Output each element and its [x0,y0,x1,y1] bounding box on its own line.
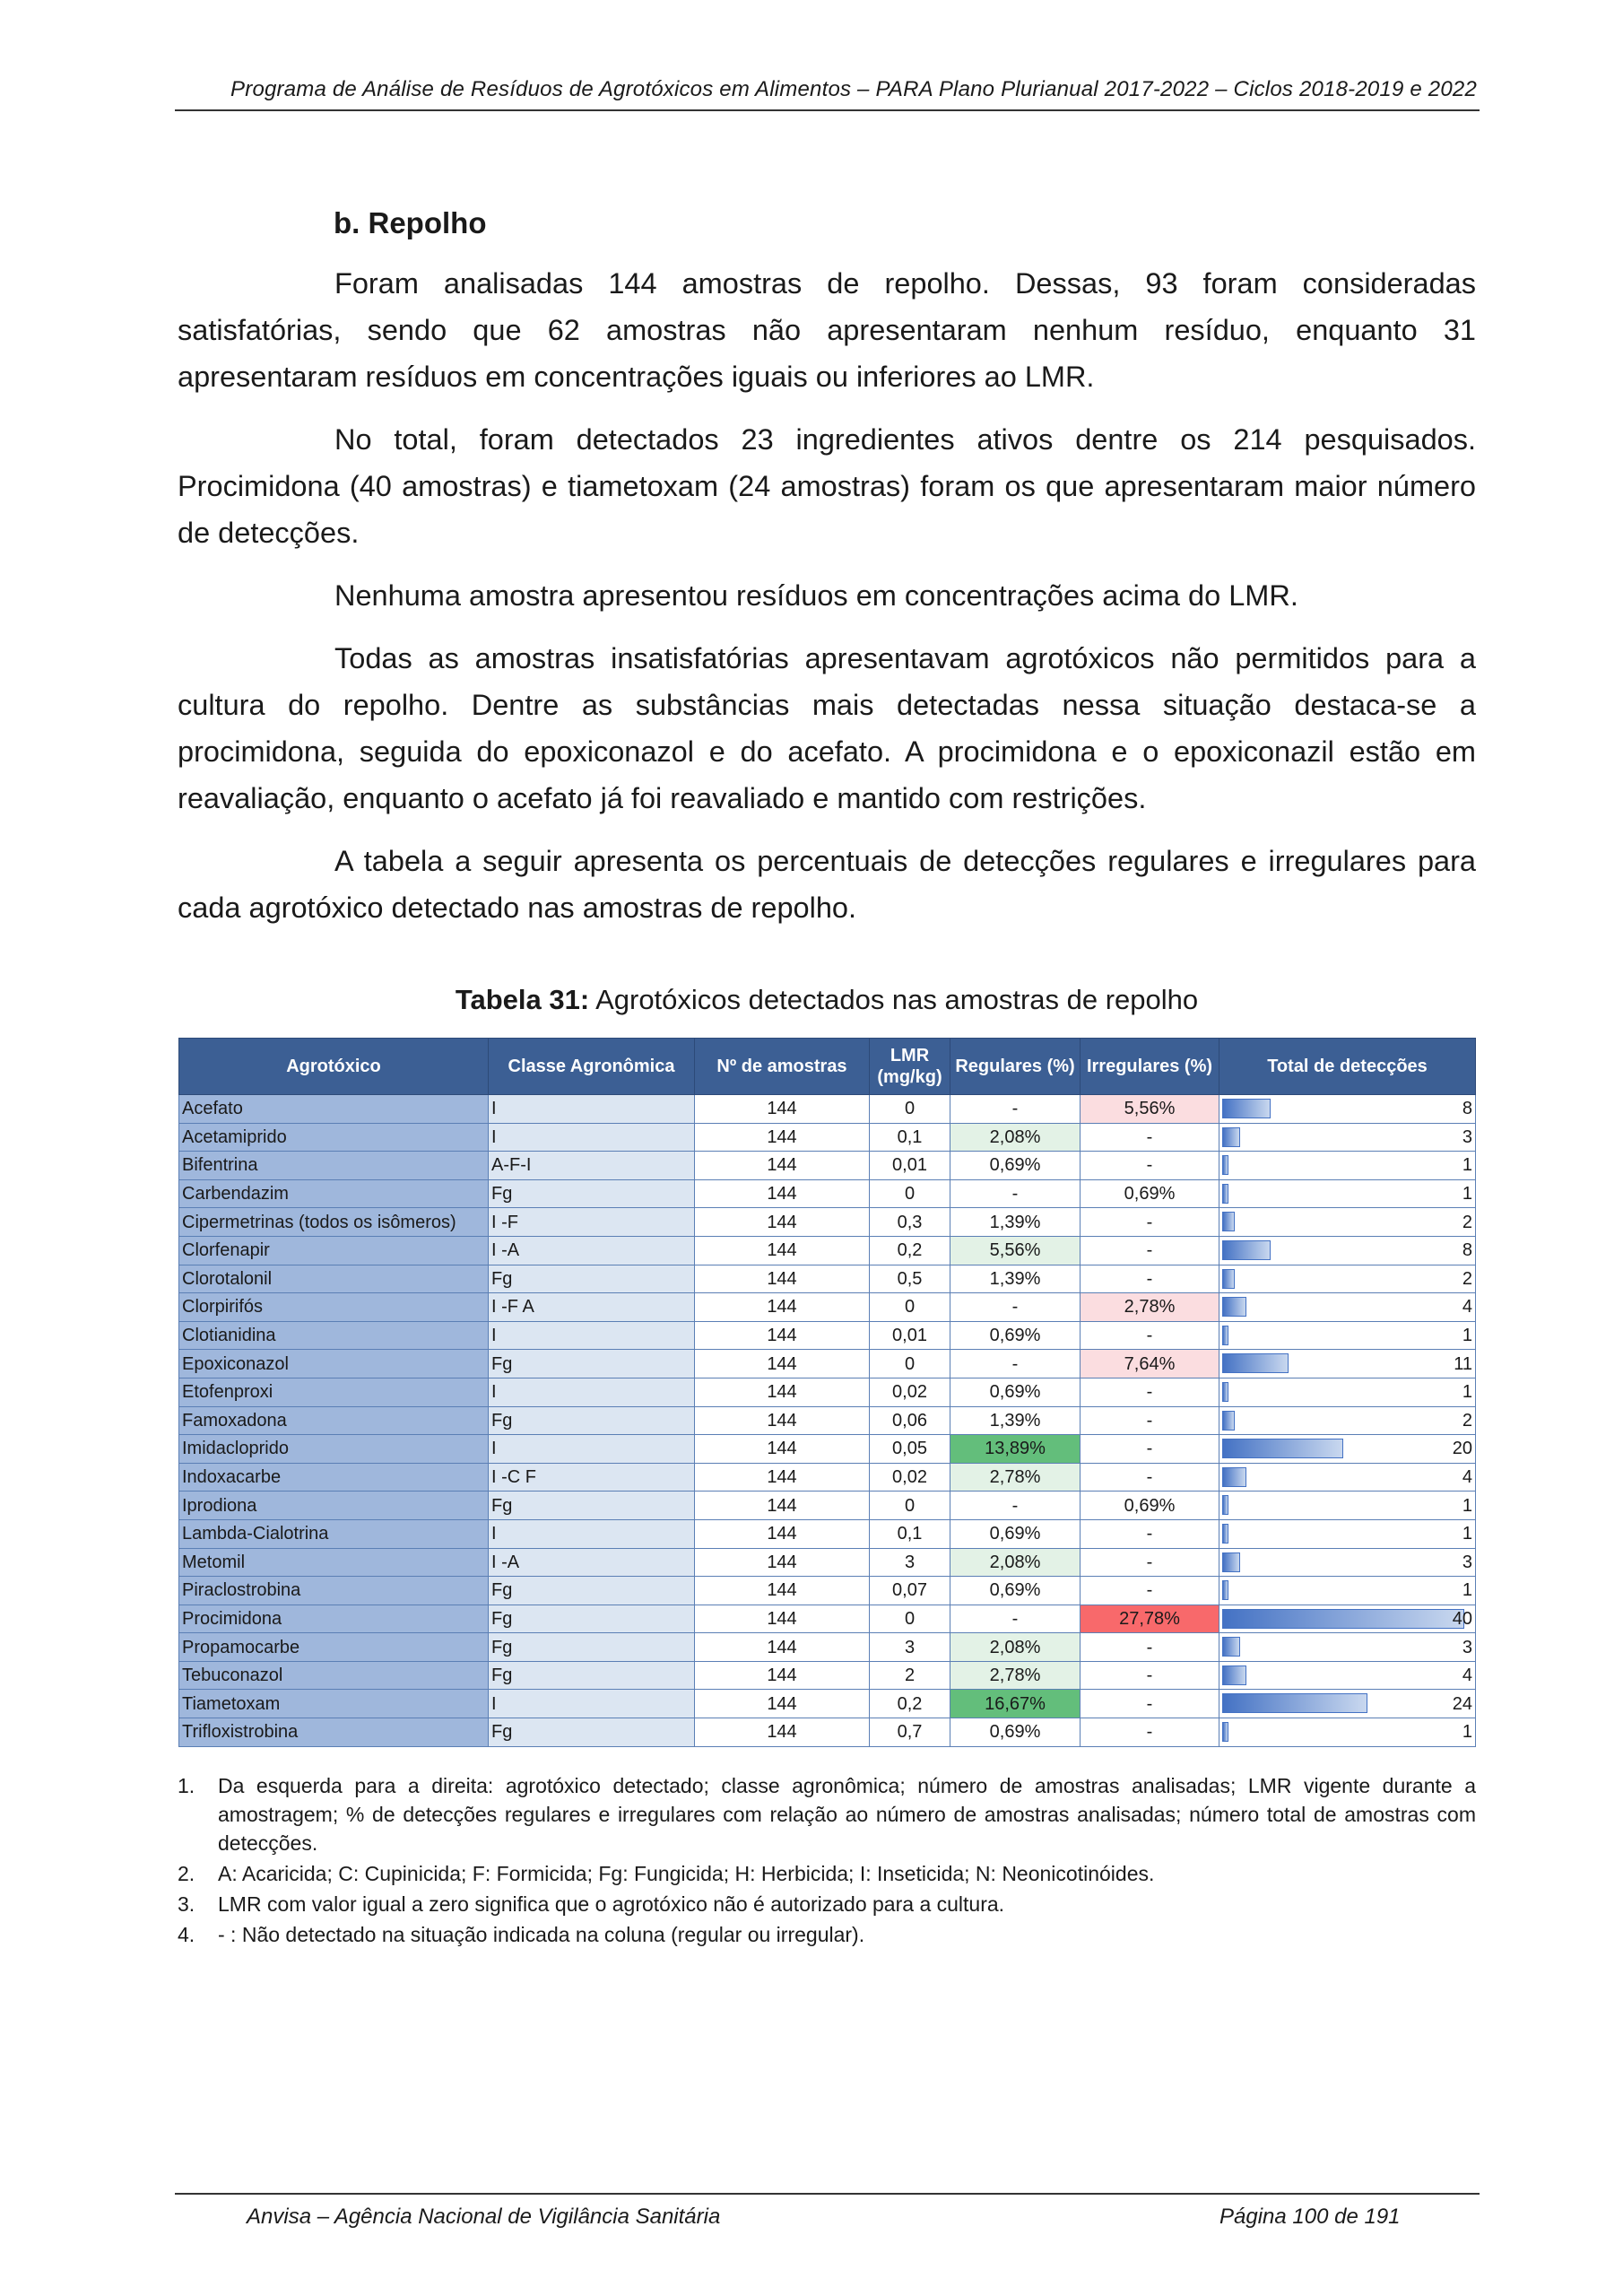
table-row [179,1378,1476,1406]
cell-regulares: 2,08% [950,1123,1081,1152]
cell-classe: I -A [489,1548,695,1577]
detections-bar [1222,1184,1228,1204]
note-item [178,1920,1476,1949]
total-value: 1 [1462,1184,1472,1205]
total-value: 8 [1462,1099,1472,1119]
cell-total [1219,1236,1476,1265]
total-value: 1 [1462,1326,1472,1346]
cell-total [1219,1293,1476,1322]
cell-classe: A-F-I [489,1152,695,1180]
detections-bar [1222,1722,1228,1742]
cell-amostras: 144 [695,1236,870,1265]
cell-amostras: 144 [695,1265,870,1293]
table-row [179,1406,1476,1435]
cell-total [1219,1095,1476,1124]
cell-irregulares: - [1081,1690,1219,1718]
cell-irregulares: 0,69% [1081,1179,1219,1208]
cell-lmr: 0,02 [870,1463,950,1492]
total-value: 3 [1462,1552,1472,1572]
cell-total [1219,1350,1476,1378]
page-header: Programa de Análise de Resíduos de Agrotóxicos em Alimentos – PARA Plano Plurianual 2017-2022 – Ciclos 2018-2019 e 2022 [230,77,1477,101]
cell-total [1219,1463,1476,1492]
cell-lmr: 0,2 [870,1236,950,1265]
table-row [179,1718,1476,1747]
table-body [179,1095,1476,1747]
table-row [179,1435,1476,1464]
cell-total [1219,1378,1476,1406]
table-caption [178,984,1476,1016]
cell-regulares: 0,69% [950,1152,1081,1180]
table-row [179,1577,1476,1605]
cell-agrotoxico: Tiametoxam [179,1690,489,1718]
detections-bar [1222,1212,1235,1231]
detections-bar [1222,1693,1367,1713]
detections-bar [1222,1665,1246,1685]
header-lmr: LMR (mg/kg) [870,1039,950,1095]
cell-classe: Fg [489,1605,695,1633]
table-row [179,1152,1476,1180]
cell-agrotoxico: Etofenproxi [179,1378,489,1406]
cell-agrotoxico: Lambda-Cialotrina [179,1519,489,1548]
cell-classe: Fg [489,1265,695,1293]
paragraph: Nenhuma amostra apresentou resíduos em concentrações acima do LMR. [334,579,1298,612]
cell-agrotoxico: Clorotalonil [179,1265,489,1293]
cell-total [1219,1661,1476,1690]
total-value: 20 [1452,1439,1472,1459]
cell-regulares: 0,69% [950,1321,1081,1350]
cell-irregulares: - [1081,1378,1219,1406]
note-number: 2. [178,1862,195,1885]
detections-bar [1222,1609,1464,1629]
cell-agrotoxico: Famoxadona [179,1406,489,1435]
cell-classe: I [489,1519,695,1548]
cell-classe: I [489,1123,695,1152]
table-row [179,1605,1476,1633]
cell-irregulares: - [1081,1633,1219,1662]
table-row [179,1208,1476,1237]
cell-agrotoxico: Clorpirifós [179,1293,489,1322]
table-header-row [179,1039,1476,1095]
cell-agrotoxico: Carbendazim [179,1179,489,1208]
table-row [179,1095,1476,1124]
cell-total [1219,1321,1476,1350]
cell-lmr: 0,2 [870,1690,950,1718]
pesticide-table [178,1038,1476,1747]
cell-lmr: 0,01 [870,1321,950,1350]
cell-lmr: 0 [870,1605,950,1633]
total-value: 1 [1462,1722,1472,1743]
detections-bar [1222,1155,1228,1175]
total-value: 2 [1462,1410,1472,1431]
cell-lmr: 0 [870,1492,950,1520]
cell-classe: I -C F [489,1463,695,1492]
cell-agrotoxico: Clorfenapir [179,1236,489,1265]
cell-classe: Fg [489,1406,695,1435]
table-row [179,1265,1476,1293]
table-caption-text: Agrotóxicos detectados nas amostras de repolho [589,984,1199,1015]
note-item [178,1890,1476,1918]
cell-classe: I [489,1378,695,1406]
detections-bar [1222,1580,1228,1600]
cell-irregulares: - [1081,1718,1219,1747]
paragraph: Todas as amostras insatisfatórias apresentavam agrotóxicos não permitidos para a cultura do repolho. Dentre as substâncias mais detectadas nessa situação destaca-se a procimidona, seguida do epoxiconazol e do acefato. A procimidona e o epoxiconazil estão em reavaliação, enquanto o acefato já foi reavaliado e mantido com restrições. [178,642,1476,814]
cell-amostras: 144 [695,1378,870,1406]
cell-agrotoxico: Clotianidina [179,1321,489,1350]
body-text [178,260,1476,947]
total-value: 4 [1462,1467,1472,1488]
header-agrotoxico: Agrotóxico [179,1039,489,1095]
cell-classe: I [489,1095,695,1124]
cell-amostras: 144 [695,1548,870,1577]
cell-regulares: 1,39% [950,1406,1081,1435]
detections-bar [1222,1637,1240,1657]
cell-amostras: 144 [695,1463,870,1492]
table-row [179,1463,1476,1492]
paragraph: Foram analisadas 144 amostras de repolho. Dessas, 93 foram consideradas satisfatórias, sendo que 62 amostras não apresentaram nenhum resíduo, enquanto 31 apresentaram resíduos em concentrações iguais ou inferiores ao LMR. [178,267,1476,393]
total-value: 1 [1462,1155,1472,1176]
cell-agrotoxico: Metomil [179,1548,489,1577]
cell-total [1219,1519,1476,1548]
cell-regulares: 5,56% [950,1236,1081,1265]
cell-irregulares: - [1081,1435,1219,1464]
cell-classe: I [489,1690,695,1718]
cell-total [1219,1152,1476,1180]
cell-regulares: 1,39% [950,1265,1081,1293]
cell-classe: Fg [489,1350,695,1378]
header-regulares: Regulares (%) [950,1039,1081,1095]
table-row [179,1179,1476,1208]
cell-irregulares: - [1081,1661,1219,1690]
cell-regulares: 2,08% [950,1633,1081,1662]
table-row [179,1236,1476,1265]
cell-classe: Fg [489,1718,695,1747]
cell-total [1219,1605,1476,1633]
cell-lmr: 2 [870,1661,950,1690]
cell-irregulares: 27,78% [1081,1605,1219,1633]
cell-amostras: 144 [695,1718,870,1747]
cell-regulares: 0,69% [950,1378,1081,1406]
paragraph: A tabela a seguir apresenta os percentuais de detecções regulares e irregulares para cada agrotóxico detectado nas amostras de repolho. [178,845,1476,924]
cell-amostras: 144 [695,1208,870,1237]
total-value: 8 [1462,1240,1472,1261]
cell-classe: Fg [489,1492,695,1520]
cell-regulares: 13,89% [950,1435,1081,1464]
cell-agrotoxico: Trifloxistrobina [179,1718,489,1747]
cell-classe: Fg [489,1661,695,1690]
footer-agency: Anvisa – Agência Nacional de Vigilância Sanitária [247,2205,721,2229]
header-classe: Classe Agronômica [489,1039,695,1095]
cell-classe: I [489,1435,695,1464]
table-row [179,1519,1476,1548]
cell-irregulares: - [1081,1123,1219,1152]
cell-classe: Fg [489,1577,695,1605]
table-row [179,1633,1476,1662]
cell-lmr: 0,01 [870,1152,950,1180]
table-row [179,1548,1476,1577]
cell-regulares: 2,08% [950,1548,1081,1577]
note-item [178,1771,1476,1857]
cell-amostras: 144 [695,1406,870,1435]
cell-lmr: 0 [870,1095,950,1124]
table-row [179,1492,1476,1520]
cell-lmr: 0,07 [870,1577,950,1605]
cell-amostras: 144 [695,1152,870,1180]
cell-amostras: 144 [695,1179,870,1208]
cell-classe: I -F [489,1208,695,1237]
cell-irregulares: - [1081,1548,1219,1577]
cell-agrotoxico: Tebuconazol [179,1661,489,1690]
cell-amostras: 144 [695,1661,870,1690]
detections-bar [1222,1382,1228,1402]
cell-total [1219,1492,1476,1520]
header-irregulares: Irregulares (%) [1081,1039,1219,1095]
cell-regulares: 16,67% [950,1690,1081,1718]
total-value: 3 [1462,1637,1472,1657]
cell-total [1219,1406,1476,1435]
cell-total [1219,1123,1476,1152]
detections-bar [1222,1240,1271,1260]
total-value: 1 [1462,1580,1472,1601]
cell-lmr: 0,1 [870,1123,950,1152]
cell-irregulares: - [1081,1519,1219,1548]
cell-irregulares: - [1081,1236,1219,1265]
cell-total [1219,1548,1476,1577]
cell-irregulares: 0,69% [1081,1492,1219,1520]
table-notes [178,1771,1476,1951]
cell-amostras: 144 [695,1633,870,1662]
cell-regulares: - [950,1293,1081,1322]
total-value: 1 [1462,1495,1472,1516]
total-value: 24 [1452,1693,1472,1714]
total-value: 4 [1462,1665,1472,1686]
cell-agrotoxico: Procimidona [179,1605,489,1633]
page-number: Página 100 de 191 [1219,2205,1401,2229]
cell-irregulares: 2,78% [1081,1293,1219,1322]
total-value: 40 [1452,1608,1472,1629]
cell-total [1219,1633,1476,1662]
note-item [178,1859,1476,1888]
cell-lmr: 3 [870,1633,950,1662]
total-value: 1 [1462,1524,1472,1544]
table-row [179,1661,1476,1690]
cell-regulares: 1,39% [950,1208,1081,1237]
cell-classe: I [489,1321,695,1350]
table-row [179,1690,1476,1718]
cell-agrotoxico: Piraclostrobina [179,1577,489,1605]
total-value: 11 [1454,1353,1472,1374]
cell-lmr: 3 [870,1548,950,1577]
cell-amostras: 144 [695,1690,870,1718]
cell-lmr: 0 [870,1293,950,1322]
cell-agrotoxico: Indoxacarbe [179,1463,489,1492]
detections-bar [1222,1326,1228,1345]
detections-bar [1222,1552,1240,1572]
cell-irregulares: - [1081,1208,1219,1237]
total-value: 2 [1462,1268,1472,1289]
paragraph: No total, foram detectados 23 ingredientes ativos dentre os 214 pesquisados. Procimidona (40 amostras) e tiametoxam (24 amostras) foram os que apresentaram maior número de detecções. [178,423,1476,549]
cell-irregulares: - [1081,1406,1219,1435]
cell-regulares: 2,78% [950,1661,1081,1690]
header-amostras: Nº de amostras [695,1039,870,1095]
cell-irregulares: - [1081,1265,1219,1293]
table-row [179,1350,1476,1378]
cell-classe: I -F A [489,1293,695,1322]
cell-classe: Fg [489,1179,695,1208]
cell-amostras: 144 [695,1321,870,1350]
note-number: 1. [178,1774,195,1797]
cell-lmr: 0,5 [870,1265,950,1293]
cell-irregulares: - [1081,1321,1219,1350]
section-title: b. Repolho [334,206,487,239]
cell-amostras: 144 [695,1605,870,1633]
cell-lmr: 0 [870,1179,950,1208]
cell-agrotoxico: Imidacloprido [179,1435,489,1464]
cell-agrotoxico: Acetamiprido [179,1123,489,1152]
cell-amostras: 144 [695,1350,870,1378]
cell-lmr: 0,1 [870,1519,950,1548]
header-total: Total de detecções [1219,1039,1476,1095]
note-number: 3. [178,1892,195,1916]
detections-bar [1222,1127,1240,1147]
cell-classe: I -A [489,1236,695,1265]
cell-irregulares: 5,56% [1081,1095,1219,1124]
cell-amostras: 144 [695,1577,870,1605]
cell-agrotoxico: Propamocarbe [179,1633,489,1662]
cell-regulares: 2,78% [950,1463,1081,1492]
cell-amostras: 144 [695,1095,870,1124]
cell-lmr: 0,7 [870,1718,950,1747]
cell-total [1219,1208,1476,1237]
cell-amostras: 144 [695,1519,870,1548]
detections-bar [1222,1495,1228,1515]
detections-bar [1222,1411,1235,1431]
cell-lmr: 0 [870,1350,950,1378]
note-text: - : Não detectado na situação indicada na coluna (regular ou irregular). [218,1923,865,1946]
note-text: A: Acaricida; C: Cupinicida; F: Formicida; Fg: Fungicida; H: Herbicida; I: Inseticida; N: Neonicotinóides. [218,1862,1155,1885]
table-row [179,1123,1476,1152]
note-number: 4. [178,1923,195,1946]
header-divider [175,109,1480,111]
cell-total [1219,1265,1476,1293]
cell-lmr: 0,3 [870,1208,950,1237]
cell-regulares: - [950,1095,1081,1124]
cell-regulares: - [950,1350,1081,1378]
cell-total [1219,1577,1476,1605]
cell-lmr: 0,06 [870,1406,950,1435]
total-value: 1 [1462,1382,1472,1403]
cell-amostras: 144 [695,1123,870,1152]
detections-bar [1222,1467,1246,1487]
cell-amostras: 144 [695,1492,870,1520]
cell-classe: Fg [489,1633,695,1662]
detections-bar [1222,1269,1235,1289]
table-row [179,1293,1476,1322]
note-text: LMR com valor igual a zero significa que o agrotóxico não é autorizado para a cultura. [218,1892,1005,1916]
cell-regulares: - [950,1605,1081,1633]
detections-bar [1222,1099,1271,1118]
detections-bar [1222,1353,1289,1373]
cell-agrotoxico: Iprodiona [179,1492,489,1520]
detections-bar [1222,1297,1246,1317]
total-value: 2 [1462,1212,1472,1232]
cell-lmr: 0,05 [870,1435,950,1464]
detections-bar [1222,1439,1343,1458]
cell-total [1219,1435,1476,1464]
cell-irregulares: - [1081,1152,1219,1180]
detections-bar [1222,1524,1228,1544]
total-value: 3 [1462,1126,1472,1147]
cell-agrotoxico: Epoxiconazol [179,1350,489,1378]
cell-regulares: 0,69% [950,1519,1081,1548]
cell-regulares: 0,69% [950,1718,1081,1747]
cell-irregulares: 7,64% [1081,1350,1219,1378]
cell-amostras: 144 [695,1435,870,1464]
cell-amostras: 144 [695,1293,870,1322]
note-text: Da esquerda para a direita: agrotóxico detectado; classe agronômica; número de amostras analisadas; LMR vigente durante a amostragem; % de detecções regulares e irregulares com relação ao número de amostras analisadas; número total de amostras com detecções. [218,1774,1476,1855]
cell-irregulares: - [1081,1577,1219,1605]
cell-total [1219,1718,1476,1747]
table-caption-label: Tabela 31: [455,984,590,1015]
table-row [179,1321,1476,1350]
cell-total [1219,1179,1476,1208]
cell-regulares: 0,69% [950,1577,1081,1605]
cell-agrotoxico: Cipermetrinas (todos os isômeros) [179,1208,489,1237]
cell-total [1219,1690,1476,1718]
cell-irregulares: - [1081,1463,1219,1492]
cell-regulares: - [950,1492,1081,1520]
footer-divider [175,2193,1480,2195]
total-value: 4 [1462,1297,1472,1318]
cell-lmr: 0,02 [870,1378,950,1406]
cell-agrotoxico: Acefato [179,1095,489,1124]
cell-regulares: - [950,1179,1081,1208]
cell-agrotoxico: Bifentrina [179,1152,489,1180]
